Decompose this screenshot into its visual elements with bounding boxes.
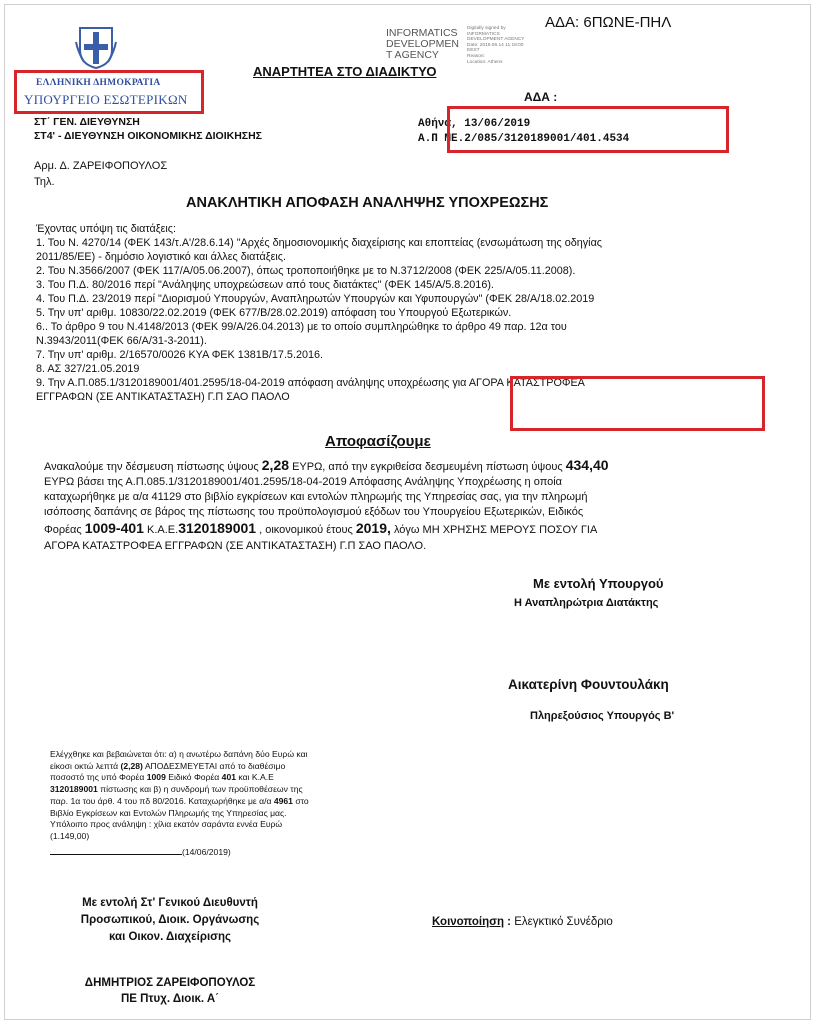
decision-line: ΕΥΡΩ βάσει της Α.Π.085.1/3120189001/401.2595/18-04-2019 Απόφασης Ανάληψης Υποχρέωσης η οποία	[44, 476, 563, 488]
ministry-line1: ΕΛΛΗΝΙΚΗ ΔΗΜΟΚΡΑΤΙΑ	[36, 78, 161, 88]
considering-line: 7. Την υπ' αριθμ. 2/16570/0026 ΚΥΑ ΦΕΚ 1381Β/17.5.2016.	[36, 349, 323, 361]
gen-director-title: ΠΕ Πτυχ. Διοικ. Α΄	[120, 993, 220, 1005]
dept-line1: ΣΤ΄ ΓΕΝ. ΔΙΕΥΘΥΝΣΗ	[34, 116, 140, 128]
considering-line: 2. Του Ν.3566/2007 (ΦΕΚ 117/Α/05.06.2007), όπως τροποποιήθηκε με το Ν.3712/2008 (ΦΕΚ 225/Α/05.11.2008).	[36, 265, 576, 277]
verification-block	[50, 749, 309, 858]
considering-line: 1. Του Ν. 4270/14 (ΦΕΚ 143/τ.Α'/28.6.14) "Αρχές δημοσιονομικής διαχείρισης και εποπτείας (ενσωμάτωση της οδηγίας	[36, 237, 603, 249]
stamp-details	[467, 26, 525, 65]
considering-line: 8. ΑΣ 327/21.05.2019	[36, 363, 140, 375]
verification-line: Υπόλοιπο προς ανάληψη : χίλια εκατόν σαράντα εννέα Ευρώ	[50, 819, 283, 830]
decision-line	[44, 520, 609, 539]
ministry-line2: ΥΠΟΥΡΓΕΙΟ ΕΣΩΤΕΡΙΚΩΝ	[24, 92, 188, 107]
verification-text: στο	[292, 795, 309, 806]
verification-text: παρ. 1α του άρθ. 4 του πδ 80/2016. Καταχωρήθηκε με α/α	[50, 795, 274, 806]
decision-text: λόγω ΜΗ ΧΡΗΣΗΣ ΜΕΡΟΥΣ ΠΟΣΟΥ ΓΙΑ	[390, 524, 598, 536]
gen-director-line: Προσωπικού, Διοικ. Οργάνωσης	[80, 914, 260, 926]
verification-text: είκοσι οκτώ λεπτά	[50, 760, 121, 771]
notification-value: Ελεγκτικό Συνέδριο	[511, 916, 613, 928]
notification-label: Κοινοποίηση	[432, 916, 504, 928]
decision-text: , οικονομικού έτους	[256, 524, 356, 536]
gen-director-line: και Οικον. Διαχείρισης	[108, 931, 232, 943]
signature-title: Πληρεξούσιος Υπουργός Β'	[530, 710, 675, 722]
gen-director-signature	[54, 975, 286, 1007]
verification-agency: 1009	[146, 772, 166, 783]
considering-line: 5. Την υπ' αριθμ. 10830/22.02.2019 (ΦΕΚ 677/Β/28.02.2019) απόφαση του Υπουργού Εξωτερικών.	[36, 307, 512, 319]
considering-line: 2011/85/ΕΕ) - δημόσιο λογιστικό και άλλες διατάξεις.	[36, 251, 286, 263]
verification-line: Βιβλίο Εγκρίσεων και Εντολών Πληρωμής της Υπηρεσίας μας.	[50, 807, 287, 818]
greek-coat-of-arms-icon	[74, 22, 118, 70]
decision-amount: 2,28	[261, 457, 290, 473]
decision-text: Φορέας	[44, 524, 85, 536]
gen-director-line: Με εντολή Στ' Γενικού Διευθυντή	[82, 897, 258, 909]
verification-text: Ειδικό Φορέα	[165, 772, 222, 783]
publish-title: ΑΝΑΡΤΗΤΕΑ ΣΤΟ ΔΙΑΔΙΚΤΥΟ	[253, 64, 437, 79]
gen-director-block	[54, 895, 286, 946]
verification-line	[50, 761, 309, 773]
decision-line: ΑΓΟΡΑ ΚΑΤΑΣΤΡΟΦΕΑ ΕΓΓΡΑΦΩΝ (ΣΕ ΑΝΤΙΚΑΤΑΣΤΑΣΗ) Γ.Π ΣΑΟ ΠΑΟΛΟ.	[44, 540, 427, 552]
considering-line: 6.. Το άρθρο 9 του Ν.4148/2013 (ΦΕΚ 99/Α/26.04.2013) με το οποίο συμπληρώθηκε το άρθρο 49 παρ. 12α του	[36, 321, 567, 333]
purchase-highlight-box	[510, 376, 765, 431]
considering-line: ΕΓΓΡΑΦΩΝ (ΣΕ ΑΝΤΙΚΑΤΑΣΤΑΣΗ) Γ.Π ΣΑΟ ΠΑΟΛΟ	[36, 391, 290, 403]
verification-date: (14/06/2019)	[182, 846, 231, 857]
date-prefix: Αθήνα	[418, 118, 452, 130]
verification-text: και Κ.Α.Ε	[236, 772, 274, 783]
notification-colon: :	[503, 916, 512, 928]
dept-line2: ΣΤ4' - ΔΙΕΥΘΥΝΣΗ ΟΙΚΟΝΟΜΙΚΗΣ ΔΙΟΙΚΗΣΗΣ	[34, 130, 262, 142]
considering-line: 4. Του Π.Δ. 23/2019 περί "Διορισμού Υπουργών, Αναπληρωτών Υπουργών και Υφυπουργών" (ΦΕΚ 28/Α/18.02.2019	[36, 293, 595, 305]
decision-text: Κ.Α.Ε.	[143, 524, 179, 536]
notification	[432, 916, 613, 928]
stamp-detail-line: DEVELOPMENT AGENCY	[467, 37, 525, 43]
signature-name: Αικατερίνη Φουντουλάκη	[508, 677, 669, 692]
considering-line: Έχοντας υπόψη τις διατάξεις:	[36, 223, 176, 235]
verification-text: ΑΠΟΔΕΣΜΕΥΕΤΑΙ από το διαθέσιμο	[142, 760, 286, 771]
verification-line	[50, 796, 309, 808]
stamp-detail-line: Location: Athens	[467, 59, 503, 65]
decision-kae: 3120189001	[178, 520, 257, 536]
ministry-highlight-box	[14, 70, 204, 114]
verification-special-agency: 401	[221, 772, 237, 783]
ada-top: ΑΔΑ: 6ΠΩΝΕ-ΠΗΛ	[545, 14, 672, 31]
stamp-detail-line: INFORMATICS	[467, 31, 500, 37]
decision-line	[44, 458, 609, 475]
decision-total: 434,40	[565, 457, 609, 473]
verification-line	[50, 772, 309, 784]
verification-line: Ελέγχθηκε και βεβαιώνεται ότι: α) η ανωτέρω δαπάνη δύο Ευρώ και	[50, 749, 308, 759]
verification-amount: (2,28)	[120, 760, 143, 771]
protocol-prefix: Α.Π	[418, 133, 438, 145]
considering-line: Ν.3943/2011(ΦΕΚ 66/Α/31-3-2011).	[36, 335, 207, 347]
gen-director-name: ΔΗΜΗΤΡΙΟΣ ΖΑΡΕΙΦΟΠΟΥΛΟΣ	[84, 977, 256, 989]
verification-text: ποσοστό της υπό Φορέα	[50, 772, 147, 783]
ada-label: ΑΔΑ :	[524, 90, 558, 104]
decision-paragraph	[44, 458, 609, 554]
decision-text: Ανακαλούμε την δέσμευση πίστωσης ύψους	[44, 461, 262, 473]
stamp-detail-line: Date: 2019.06.14 11:18:00	[467, 42, 524, 48]
verification-entry-number: 4961	[273, 795, 293, 806]
decision-line: καταχωρήθηκε με α/α 41129 στο βιβλίο εγκρίσεων και εντολών πληρωμής της Υπηρεσίας σας, για την πληρωμή	[44, 491, 588, 503]
decision-text: ΕΥΡΩ, από την εγκριθείσα δεσμευμένη πίστωση ύψους	[289, 461, 566, 473]
responsible: Αρμ. Δ. ΖΑΡΕΙΦΟΠΟΥΛΟΣ	[34, 160, 168, 172]
stamp-agency-line: T AGENCY	[386, 49, 439, 61]
decision-agency-code: 1009-401	[84, 520, 144, 536]
verification-line	[50, 784, 309, 796]
stamp-detail-line: Digitally signed by	[467, 26, 506, 31]
verification-kae: 3120189001	[50, 784, 98, 795]
date-value: , 13/06/2019	[451, 118, 531, 130]
stamp-detail-line: EEST	[467, 48, 480, 54]
decision-line: ισόποσης δαπάνης σε βάρος της πίστωσης του προϋπολογισμού εξόδων του Υπουργείου Εξωτερικών, Ειδικός	[44, 506, 584, 518]
verification-text: πίστωσης και β) η συνδρομή των προϋποθέσεων της	[97, 784, 303, 795]
considering-line: 3. Του Π.Δ. 80/2016 περί "Ανάληψης υποχρεώσεων από τους διατάκτες" (ΦΕΚ 145/Α/5.8.2016).	[36, 279, 494, 291]
decide-heading: Αποφασίζουμε	[325, 433, 431, 450]
protocol-value: ΜΕ.2/085/3120189001/401.4534	[437, 133, 630, 145]
stamp-agency-line: INFORMATICS	[386, 27, 458, 39]
verification-line: (1.149,00)	[50, 830, 90, 841]
protocol-highlight-box	[447, 106, 729, 153]
verification-line	[50, 847, 309, 859]
verification-signature-line	[50, 854, 182, 855]
phone: Τηλ.	[34, 176, 55, 188]
stamp-detail-line: Reason:	[467, 53, 485, 59]
document-title: ΑΝΑΚΛΗΤΙΚΗ ΑΠΟΦΑΣΗ ΑΝΑΛΗΨΗΣ ΥΠΟΧΡΕΩΣΗΣ	[186, 195, 549, 211]
considering-line: 9. Την Α.Π.085.1/3120189001/401.2595/18-04-2019 απόφαση ανάληψης υποχρέωσης για ΑΓΟΡΑ ΚΑΤΑΣΤΡΟΦΕΑ	[36, 377, 585, 389]
signature-role: Η Αναπληρώτρια Διατάκτης	[514, 597, 659, 609]
stamp-agency	[386, 28, 459, 61]
stamp-agency-line: DEVELOPMEN	[386, 38, 459, 50]
decision-year: 2019,	[355, 520, 391, 536]
signature-order: Με εντολή Υπουργού	[533, 576, 664, 591]
